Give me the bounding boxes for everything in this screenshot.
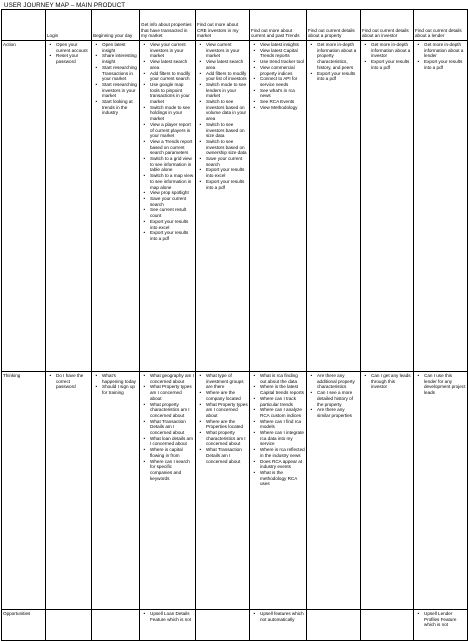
list-item: • Open latest insight — [93, 42, 138, 53]
stage-header-label: Get info about properties that have transacted in my market — [141, 21, 192, 39]
list-item: • Get more in-depth information about a property characteristics, history, and peers — [308, 42, 359, 71]
bullet-list — [93, 42, 138, 116]
list-item: • Upsell features which not automatically — [251, 611, 305, 622]
list-item: • Export your results into a pdf — [308, 71, 359, 82]
list-item: • Reset your password — [47, 53, 90, 64]
list-item: • Do I have the correct password — [47, 373, 90, 390]
list-item: • View latest insights — [251, 42, 305, 48]
list-item: • Where can I integrate rca data into my service — [251, 430, 305, 447]
list-item: • Start researching Transactions in your market — [93, 65, 138, 82]
row-label-cell — [2, 41, 46, 372]
list-item: • Where can I track particular trends — [251, 396, 305, 407]
row-label: Action — [3, 42, 16, 47]
list-item: • Use trend tracker tool — [251, 59, 305, 65]
bullet-list — [251, 373, 305, 487]
list-item: • Switch to a map view to see information in map alone — [141, 173, 194, 190]
list-item: • Share interesting insight — [93, 53, 138, 64]
journey-cell — [307, 372, 361, 610]
journey-cell — [361, 372, 414, 610]
journey-cell — [140, 610, 196, 641]
journey-cell — [250, 41, 307, 372]
bullet-list — [141, 373, 194, 481]
journey-cell — [140, 372, 196, 610]
list-item: • Where can I analyze RCA custom indices — [251, 407, 305, 418]
bullet-list — [93, 373, 138, 396]
list-item: • Upsell Loan Details Feature which is not — [141, 611, 194, 622]
list-item: • Add filters to modify your list of investors — [197, 71, 248, 82]
list-item: • Are there any similar properties — [308, 407, 359, 418]
stage-header-cell — [307, 10, 361, 41]
journey-cell — [46, 372, 92, 610]
list-item: • View prop spotlight — [141, 190, 194, 196]
stage-header-cell — [361, 10, 414, 41]
row-label: Opportunities — [3, 611, 31, 616]
journey-row-action — [2, 41, 468, 372]
list-item: • Where can I search for specific companies and keywords — [141, 459, 194, 482]
list-item: • Save your current search — [141, 196, 194, 207]
journey-cell — [414, 41, 468, 372]
list-item: • Use google map tools to pinpoint transactions in your market — [141, 82, 194, 105]
journey-cell — [250, 372, 307, 610]
list-item: • Get more in-depth information about a investor — [362, 42, 412, 59]
list-item: • Where can I find rca models — [251, 419, 305, 430]
bullet-list — [251, 611, 305, 622]
journey-cell — [414, 372, 468, 610]
bullet-list — [415, 42, 466, 71]
list-item: • View latest search area — [197, 59, 248, 70]
bullet-list — [141, 611, 194, 622]
list-item: • What geography am I concerned about — [141, 373, 194, 384]
list-item: • Start researching investors in your market — [93, 82, 138, 99]
list-item: • Can I get any leads through this investor — [362, 373, 412, 390]
list-item: • Where is capital flowing in from — [141, 447, 194, 458]
journey-cell — [92, 610, 140, 641]
stage-header-label: Find out current details about a property — [308, 27, 355, 39]
journey-map-body — [2, 10, 468, 641]
stage-header-row — [2, 10, 468, 41]
list-item: • What is rca finding out about the data — [251, 373, 305, 384]
journey-row-thinking — [2, 372, 468, 610]
list-item: • What property characteristics am I concerned about — [197, 430, 248, 447]
list-item: • Can I use this lender for any development project leads — [415, 373, 466, 396]
list-item: • What Property types am I concerned about — [141, 384, 194, 401]
list-item: • What type of investment groups are there — [197, 373, 248, 390]
list-item: • Where is rca reflected in the industry news — [251, 447, 305, 458]
bullet-list — [141, 42, 194, 242]
bullet-list — [362, 373, 412, 390]
list-item: • View a Trends report based on current search parameters — [141, 139, 194, 156]
journey-cell — [92, 372, 140, 610]
journey-cell — [46, 610, 92, 641]
stage-header-label: Find out current details about a lender — [415, 27, 462, 39]
document-title: USER JOURNEY MAP – MAIN PRODUCT — [4, 2, 126, 9]
bullet-list — [415, 373, 466, 396]
list-item: • Where is the latest Capital trends reports — [251, 384, 305, 395]
list-item: • Export your results into a pdf — [141, 230, 194, 241]
list-item: • Should I sign up for training — [93, 384, 138, 395]
list-item: • What property characteristics am I concerned about — [141, 402, 194, 419]
list-item: • View Methodology — [251, 105, 305, 111]
list-item: • Start looking at trends in the industry — [93, 99, 138, 116]
list-item: • Export your results into excel — [141, 219, 194, 230]
header-corner-cell — [2, 10, 46, 41]
list-item: • View a player report of current players in your market — [141, 122, 194, 139]
stage-header-cell — [140, 10, 196, 41]
list-item: • Switch to see investors based on volume data in your area — [197, 99, 248, 122]
journey-cell — [196, 41, 250, 372]
list-item: • Where are the Properties located — [197, 419, 248, 430]
journey-cell — [250, 610, 307, 641]
bullet-list — [251, 42, 305, 110]
journey-cell — [414, 610, 468, 641]
stage-header-label: Beginning your day — [93, 33, 133, 39]
bullet-list — [197, 373, 248, 464]
list-item: • What's happening today — [93, 373, 138, 384]
list-item: • Where are the company located — [197, 390, 248, 401]
journey-cell — [140, 41, 196, 372]
journey-cell — [196, 372, 250, 610]
journey-cell — [92, 41, 140, 372]
list-item: • Switch to a grid view to see information in table alone — [141, 156, 194, 173]
list-item: • Switch to see investors based on size data — [197, 122, 248, 139]
list-item: • Can I see a more detailed history of the property — [308, 390, 359, 407]
row-label: Thinking — [3, 373, 21, 378]
bullet-list — [197, 42, 248, 190]
list-item: • Export your results into a pdf — [415, 59, 466, 70]
list-item: • Connect to API for service needs — [251, 76, 305, 87]
row-label-cell — [2, 610, 46, 641]
list-item: • Open your current account — [47, 42, 90, 53]
list-item: • View latest Capital Trends reports — [251, 48, 305, 59]
stage-header-cell — [414, 10, 468, 41]
journey-cell — [196, 610, 250, 641]
list-item: • Export your results into excel — [197, 167, 248, 178]
bullet-list — [47, 42, 90, 65]
list-item: • View current investors in your market — [197, 42, 248, 59]
list-item: • Export your results into a pdf — [197, 179, 248, 190]
stage-header-cell — [196, 10, 250, 41]
list-item: • View commercial property indices — [251, 65, 305, 76]
stage-header-label: Find out more about current and past Trends — [251, 27, 300, 39]
stage-header-label: Find out more about CRE investors in my market — [197, 21, 239, 39]
row-label-cell — [2, 372, 46, 610]
list-item: • Switch to see investors based on ownership size data — [197, 139, 248, 156]
list-item: • See what's in rca news — [251, 88, 305, 99]
journey-row-opportunities — [2, 610, 468, 641]
list-item: • View your current investors in your market — [141, 42, 194, 59]
list-item: • Switch mode to see holdings in your market — [141, 105, 194, 122]
bullet-list — [308, 373, 359, 419]
list-item: • See RCA Events — [251, 99, 305, 105]
list-item: • Get more in-depth information about a lender — [415, 42, 466, 59]
stage-header-cell — [92, 10, 140, 41]
list-item: • Upsell Lender Profiles Feature which is not — [415, 611, 466, 628]
list-item: • Add filters to modify your current search — [141, 71, 194, 82]
list-item: • What Property types am I concerned about — [197, 402, 248, 419]
list-item: • What loan details am I concerned about — [141, 436, 194, 447]
bullet-list — [308, 42, 359, 82]
list-item: • Does RCA appear at industry events — [251, 459, 305, 470]
list-item: • What Transaction Details am I concerned about — [141, 419, 194, 436]
list-item: • Save your current search — [197, 156, 248, 167]
list-item: • What Transaction Details am I concerned about — [197, 447, 248, 464]
bullet-list — [362, 42, 412, 71]
list-item: • Are there any additional property characteristics — [308, 373, 359, 390]
list-item: • Switch mode to see lenders in your market — [197, 82, 248, 99]
journey-cell — [46, 41, 92, 372]
list-item: • Export your results into a pdf — [362, 59, 412, 70]
bullet-list — [415, 611, 466, 628]
bullet-list — [47, 373, 90, 390]
journey-cell — [307, 41, 361, 372]
journey-cell — [361, 41, 414, 372]
journey-cell — [361, 610, 414, 641]
journey-cell — [307, 610, 361, 641]
stage-header-cell — [250, 10, 307, 41]
stage-header-label: Login — [47, 33, 59, 39]
stage-header-cell — [46, 10, 92, 41]
journey-map-table — [1, 9, 468, 641]
stage-header-label: Find out current details about an investor — [362, 27, 409, 39]
list-item: • See current result count — [141, 207, 194, 218]
list-item: • What is the methodology RCA uses — [251, 470, 305, 487]
list-item: • View latest search area — [141, 59, 194, 70]
